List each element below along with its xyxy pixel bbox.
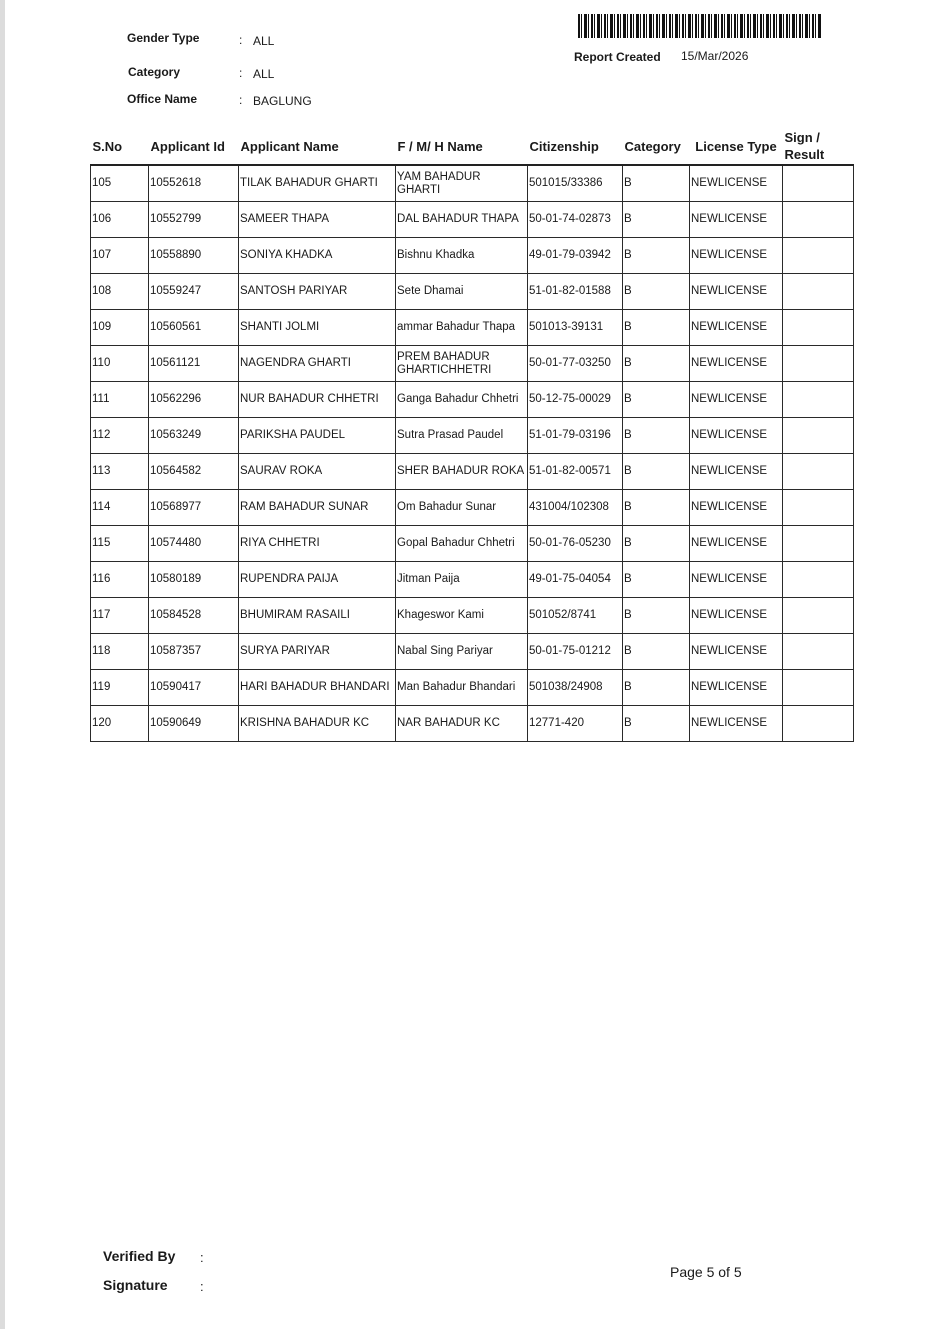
table-row — [91, 598, 854, 634]
cell-category: B — [623, 634, 690, 670]
cell-sign-result — [783, 202, 854, 238]
gender-type-label: Gender Type — [127, 31, 200, 45]
cell-fmh-name: Jitman Paija — [396, 562, 528, 598]
cell-license-type: NEWLICENSE — [690, 202, 783, 238]
cell-applicant-id: 10568977 — [149, 490, 239, 526]
cell-citizenship: 501038/24908 — [528, 670, 623, 706]
cell-license-type: NEWLICENSE — [690, 346, 783, 382]
cell-license-type: NEWLICENSE — [690, 670, 783, 706]
cell-sign-result — [783, 346, 854, 382]
cell-category: B — [623, 598, 690, 634]
cell-applicant-name: RIYA CHHETRI — [239, 526, 396, 562]
cell-citizenship: 50-01-74-02873 — [528, 202, 623, 238]
cell-applicant-name: TILAK BAHADUR GHARTI — [239, 165, 396, 202]
cell-license-type: NEWLICENSE — [690, 598, 783, 634]
cell-applicant-id: 10580189 — [149, 562, 239, 598]
cell-fmh-name: Bishnu Khadka — [396, 238, 528, 274]
cell-applicant-id: 10559247 — [149, 274, 239, 310]
cell-citizenship: 49-01-79-03942 — [528, 238, 623, 274]
office-name-separator: : — [239, 93, 243, 107]
cell-license-type: NEWLICENSE — [690, 165, 783, 202]
cell-fmh-name: Sete Dhamai — [396, 274, 528, 310]
cell-fmh-name: Sutra Prasad Paudel — [396, 418, 528, 454]
cell-sno: 105 — [91, 165, 149, 202]
cell-applicant-name: SANTOSH PARIYAR — [239, 274, 396, 310]
cell-applicant-name: NAGENDRA GHARTI — [239, 346, 396, 382]
cell-fmh-name: Khageswor Kami — [396, 598, 528, 634]
table-row — [91, 454, 854, 490]
cell-sign-result — [783, 274, 854, 310]
cell-citizenship: 50-01-75-01212 — [528, 634, 623, 670]
cell-sign-result — [783, 454, 854, 490]
column-header-applicant-id: Applicant Id — [149, 128, 239, 165]
category-separator: : — [239, 66, 243, 80]
cell-citizenship: 49-01-75-04054 — [528, 562, 623, 598]
table-row — [91, 526, 854, 562]
table-row — [91, 562, 854, 598]
cell-applicant-name: PARIKSHA PAUDEL — [239, 418, 396, 454]
cell-sign-result — [783, 706, 854, 742]
cell-applicant-id: 10584528 — [149, 598, 239, 634]
cell-category: B — [623, 526, 690, 562]
table-row — [91, 238, 854, 274]
cell-sign-result — [783, 165, 854, 202]
cell-sign-result — [783, 418, 854, 454]
cell-license-type: NEWLICENSE — [690, 418, 783, 454]
cell-license-type: NEWLICENSE — [690, 454, 783, 490]
cell-applicant-id: 10558890 — [149, 238, 239, 274]
cell-category: B — [623, 562, 690, 598]
table-row — [91, 382, 854, 418]
gender-type-separator: : — [239, 33, 243, 47]
column-header-category: Category — [623, 128, 690, 165]
cell-sno: 117 — [91, 598, 149, 634]
cell-category: B — [623, 238, 690, 274]
cell-fmh-name: Man Bahadur Bhandari — [396, 670, 528, 706]
cell-sign-result — [783, 490, 854, 526]
signature-separator: : — [200, 1279, 204, 1294]
cell-citizenship: 51-01-79-03196 — [528, 418, 623, 454]
cell-citizenship: 50-12-75-00029 — [528, 382, 623, 418]
cell-sno: 110 — [91, 346, 149, 382]
cell-applicant-name: SAMEER THAPA — [239, 202, 396, 238]
table-row — [91, 670, 854, 706]
cell-sno: 114 — [91, 490, 149, 526]
table-row — [91, 706, 854, 742]
category-label: Category — [128, 65, 181, 79]
cell-sno: 107 — [91, 238, 149, 274]
cell-sno: 115 — [91, 526, 149, 562]
category-value: ALL — [253, 67, 275, 81]
cell-applicant-name: SAURAV ROKA — [239, 454, 396, 490]
table-row — [91, 165, 854, 202]
cell-fmh-name: NAR BAHADUR KC — [396, 706, 528, 742]
cell-fmh-name: Nabal Sing Pariyar — [396, 634, 528, 670]
cell-sno: 106 — [91, 202, 149, 238]
cell-applicant-id: 10552799 — [149, 202, 239, 238]
table-row — [91, 346, 854, 382]
cell-applicant-id: 10563249 — [149, 418, 239, 454]
cell-fmh-name: Gopal Bahadur Chhetri — [396, 526, 528, 562]
table-row — [91, 418, 854, 454]
cell-category: B — [623, 454, 690, 490]
cell-license-type: NEWLICENSE — [690, 382, 783, 418]
cell-sign-result — [783, 526, 854, 562]
cell-applicant-id: 10552618 — [149, 165, 239, 202]
cell-category: B — [623, 382, 690, 418]
verified-by-label: Verified By — [103, 1248, 176, 1264]
cell-category: B — [623, 418, 690, 454]
column-header-sign-result: Sign / Result — [783, 128, 854, 165]
cell-category: B — [623, 310, 690, 346]
column-header-fmh-name: F / M/ H Name — [396, 128, 528, 165]
verified-by-separator: : — [200, 1250, 204, 1265]
cell-sign-result — [783, 562, 854, 598]
cell-fmh-name: YAM BAHADUR GHARTI — [396, 165, 528, 202]
cell-applicant-name: HARI BAHADUR BHANDARI — [239, 670, 396, 706]
cell-citizenship: 50-01-76-05230 — [528, 526, 623, 562]
cell-applicant-name: SONIYA KHADKA — [239, 238, 396, 274]
cell-applicant-name: RUPENDRA PAIJA — [239, 562, 396, 598]
cell-citizenship: 501052/8741 — [528, 598, 623, 634]
cell-sno: 113 — [91, 454, 149, 490]
page-scan-edge — [0, 0, 5, 1329]
column-header-sno: S.No — [91, 128, 149, 165]
cell-license-type: NEWLICENSE — [690, 490, 783, 526]
cell-applicant-name: SHANTI JOLMI — [239, 310, 396, 346]
cell-citizenship: 12771-420 — [528, 706, 623, 742]
cell-fmh-name: Om Bahadur Sunar — [396, 490, 528, 526]
cell-citizenship: 51-01-82-01588 — [528, 274, 623, 310]
cell-license-type: NEWLICENSE — [690, 562, 783, 598]
cell-license-type: NEWLICENSE — [690, 310, 783, 346]
table-row — [91, 274, 854, 310]
cell-sign-result — [783, 310, 854, 346]
column-header-citizenship: Citizenship — [528, 128, 623, 165]
page-number: Page 5 of 5 — [670, 1264, 742, 1280]
cell-applicant-id: 10561121 — [149, 346, 239, 382]
cell-citizenship: 50-01-77-03250 — [528, 346, 623, 382]
cell-applicant-id: 10562296 — [149, 382, 239, 418]
cell-citizenship: 501015/33386 — [528, 165, 623, 202]
cell-license-type: NEWLICENSE — [690, 634, 783, 670]
cell-applicant-id: 10574480 — [149, 526, 239, 562]
cell-applicant-id: 10564582 — [149, 454, 239, 490]
cell-category: B — [623, 165, 690, 202]
cell-applicant-name: NUR BAHADUR CHHETRI — [239, 382, 396, 418]
cell-category: B — [623, 490, 690, 526]
cell-sno: 116 — [91, 562, 149, 598]
cell-category: B — [623, 274, 690, 310]
cell-fmh-name: DAL BAHADUR THAPA — [396, 202, 528, 238]
cell-category: B — [623, 670, 690, 706]
cell-license-type: NEWLICENSE — [690, 238, 783, 274]
column-header-license-type: License Type — [690, 128, 783, 165]
cell-sno: 109 — [91, 310, 149, 346]
report-created-label: Report Created — [574, 50, 661, 64]
cell-sign-result — [783, 238, 854, 274]
cell-sno: 108 — [91, 274, 149, 310]
cell-fmh-name: PREM BAHADUR GHARTICHHETRI — [396, 346, 528, 382]
table-row — [91, 310, 854, 346]
cell-sign-result — [783, 598, 854, 634]
cell-sno: 120 — [91, 706, 149, 742]
cell-fmh-name: Ganga Bahadur Chhetri — [396, 382, 528, 418]
table-row — [91, 634, 854, 670]
cell-citizenship: 431004/102308 — [528, 490, 623, 526]
cell-license-type: NEWLICENSE — [690, 706, 783, 742]
cell-license-type: NEWLICENSE — [690, 274, 783, 310]
cell-sign-result — [783, 670, 854, 706]
office-name-value: BAGLUNG — [253, 94, 312, 108]
cell-applicant-name: SURYA PARIYAR — [239, 634, 396, 670]
cell-category: B — [623, 346, 690, 382]
cell-applicant-id: 10587357 — [149, 634, 239, 670]
cell-citizenship: 501013-39131 — [528, 310, 623, 346]
cell-sno: 119 — [91, 670, 149, 706]
table-row — [91, 490, 854, 526]
cell-sign-result — [783, 634, 854, 670]
cell-applicant-id: 10590417 — [149, 670, 239, 706]
applicant-roster-table — [90, 128, 854, 742]
table-body — [91, 165, 854, 742]
table-row — [91, 202, 854, 238]
report-created-date: 15/Mar/2026 — [681, 49, 749, 63]
cell-fmh-name: SHER BAHADUR ROKA — [396, 454, 528, 490]
cell-category: B — [623, 706, 690, 742]
cell-applicant-id: 10560561 — [149, 310, 239, 346]
cell-sno: 118 — [91, 634, 149, 670]
cell-sno: 111 — [91, 382, 149, 418]
barcode-icon — [578, 14, 822, 38]
cell-applicant-name: KRISHNA BAHADUR KC — [239, 706, 396, 742]
cell-applicant-name: RAM BAHADUR SUNAR — [239, 490, 396, 526]
cell-license-type: NEWLICENSE — [690, 526, 783, 562]
gender-type-value: ALL — [253, 34, 275, 48]
cell-fmh-name: ammar Bahadur Thapa — [396, 310, 528, 346]
cell-category: B — [623, 202, 690, 238]
signature-label: Signature — [103, 1277, 168, 1293]
table-header-row — [91, 128, 854, 165]
column-header-applicant-name: Applicant Name — [239, 128, 396, 165]
cell-citizenship: 51-01-82-00571 — [528, 454, 623, 490]
cell-sno: 112 — [91, 418, 149, 454]
office-name-label: Office Name — [127, 92, 198, 106]
cell-applicant-id: 10590649 — [149, 706, 239, 742]
cell-sign-result — [783, 382, 854, 418]
cell-applicant-name: BHUMIRAM RASAILI — [239, 598, 396, 634]
